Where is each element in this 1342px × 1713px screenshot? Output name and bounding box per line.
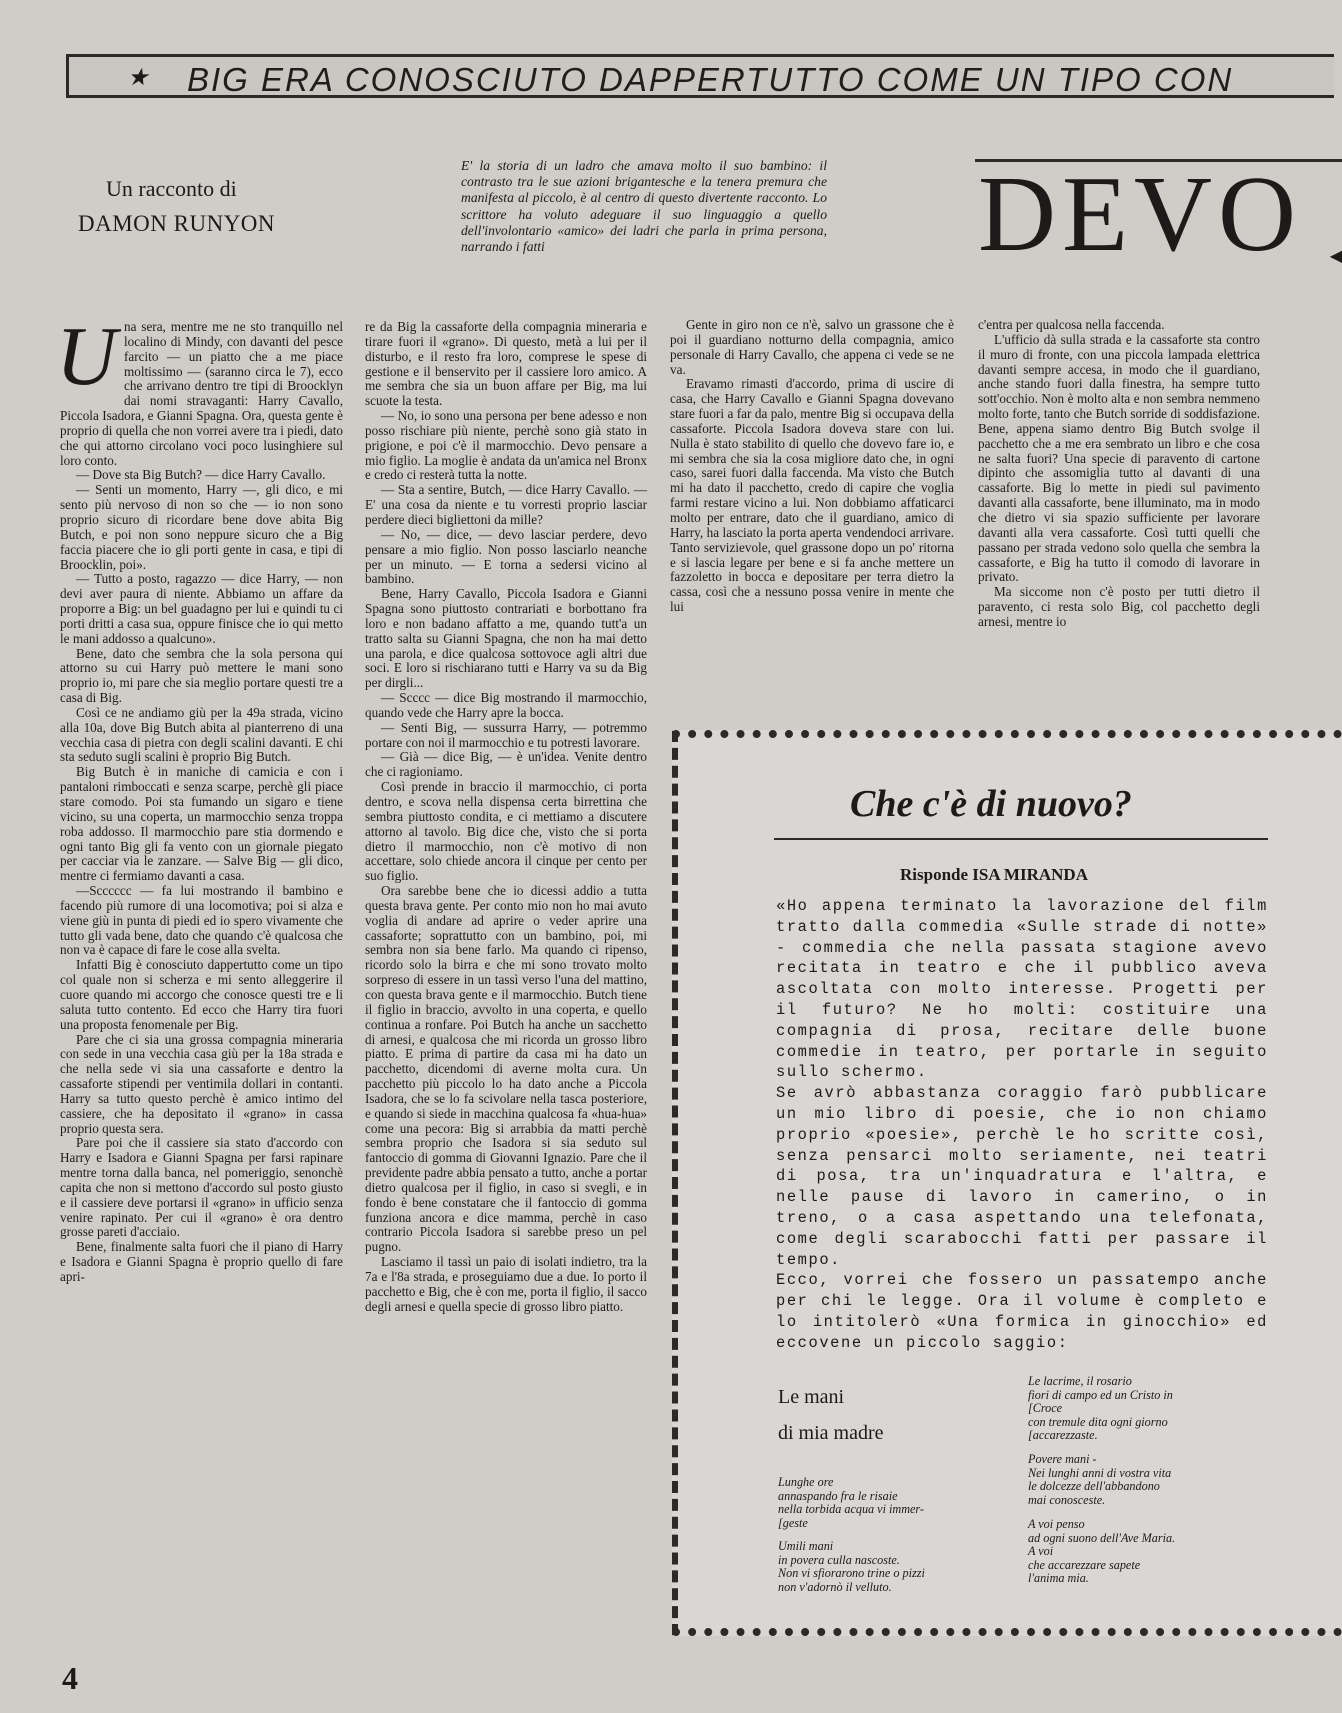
intro-paragraph: E' la storia di un ladro che amava molto il suo bambino: il contrasto tra le sue azioni brigantesche e la tenera premura che manifesta al piccolo, è al centro di questo divertente racconto. Lo scrittore ha voluto adeguare il suo linguaggio a quello dell'involontario «amico» dei ladri che parla in prima persona, narrando i fatti — [461, 158, 827, 255]
poem-stanza: Lunghe ore annaspando fra le risaie nella torbida acqua vi immer- [geste — [778, 1475, 924, 1530]
banner-text: BIG ERA CONOSCIUTO DAPPERTUTTO COME UN TIPO CON — [187, 61, 1234, 98]
star-icon: ★ — [127, 65, 149, 91]
paragraph: Lasciamo il tassì un paio di isolati indietro, tra la 7a e l'8a strada, e proseguiamo due a due. Io porto il pacchetto e Big, che è con me, porta il figlio, il sacco degli arnesi e quella specie di grosso libro piatto. — [365, 1254, 647, 1314]
poem-title-line-2: di mia madre — [778, 1422, 884, 1444]
paragraph: c'entra per qualcosa nella faccenda. — [978, 317, 1165, 332]
poem-stanza: Povere mani - Nei lunghi anni di vostra vita le dolcezze dell'abbandono mai conosceste. — [1028, 1452, 1172, 1507]
paragraph: re da Big la cassaforte della compagnia mineraria e tirare fuori il «grano». Di questo, metà a lui per il disturbo, e il resto fra loro, comprese le spese di gestione e il benservito per il cassiere loro amico. A me sembra che sia un buon affare per Big, ma lui scuote la testa. — [365, 319, 647, 409]
paragraph: — Senti Big, — sussurra Harry, — potremmo portare con noi il marmocchio e tu potresti lavorare. — [365, 719, 647, 750]
paragraph: Ma siccome non c'è posto per tutti dietro il paravento, ci resta solo Big, col pacchetto degli arnesi, mentre io — [978, 584, 1260, 629]
poem-stanza: Umili mani in povera culla nascoste. Non vi sfiorarono trine o pizzi non v'adornò il velluto. — [778, 1539, 925, 1594]
box-title: Che c'è di nuovo? — [850, 783, 1132, 825]
paragraph: Pare che ci sia una grossa compagnia mineraria con sede in una vecchia casa giù per la 18a strada e che nella sede vi sia una cassaforte e dentro la cassaforte stipendi per ventimila dollari in contanti. Harry sa tutto questo perchè è amico intimo del cassiere, che ha depositato il «grano» in cassa proprio questa sera. — [60, 1031, 343, 1136]
paragraph: Eravamo rimasti d'accordo, prima di uscire di casa, che Harry Cavallo e Gianni Spagna dovevano stare fuori a far da palo, mentre Big si occupava della cassaforte. Piccola Isadora doveva stare con lui. Nulla è stato stabilito di quello che dovevo fare io, e mi sembra che sia la cosa migliore dato che, in ogni caso, sarei fuori dalla faccenda. Ma visto che Butch mi ha dato il pacchetto, credo di capire che voglia farmi restare vicino a lui. Non dobbiamo affaticarci molto per entrare, dato che il guardiano, amico di Harry, ha lasciato la porta aperta vendendoci arrivare. Tanto servizievole, quel grassone dopo un po' ritorna e si lascia legare per bene e si fa anche mettere un fazzoletto in bocca e depositare per terra dietro la cassa, così che a nessuno possa venire in mente che lui — [670, 376, 954, 615]
paragraph: — Scccc — dice Big mostrando il marmocchio, quando vede che Harry apre la bocca. — [365, 690, 647, 720]
interview-quote: «Ho appena terminato la lavorazione del film tratto dalla commedia «Sulle strade di notte» - commedia che nella passata stagione avevo recitata in teatro e che il pubblico aveva ascoltata con molto interesse. Progetti per il futuro? Ne ho molti: costituire una compagnia di prosa, recitare delle buone commedie in teatro, per portarle in seguito sullo schermo. Se avrò abbastanza coraggio farò pubblicare un mio libro di poesie, che io non chiamo proprio «poesie», perchè le ho scritte così, senza pensarci molto seriamente, nei teatri di posa, tra un'inquadratura e l'altra, e nelle pause di lavoro in camerino, o in treno, o a casa aspettando una telefonata, come degli scarabocchi fatti per passare il tempo. Ecco, vorrei che fossero un passatempo anche per chi le legge. Ora il volume è completo e lo intitolerò «Una formica in ginocchio» ed eccovene un piccolo saggio: — [776, 897, 1268, 1352]
paragraph: Big Butch è in maniche di camicia e con i pantaloni rimboccati e senza scarpe, perchè gli piace stare comodo. Poi sta fumando un sigaro e tiene vicino, su una coperta, un marmocchio senza troppa roba addosso. Il marmocchio pare stia dormendo e ogni tanto Big gli fa vento con un giornale piegato per cacciar via le zanzare. — Salve Big — gli dico, mentre ci fermiamo davanti a casa. — [60, 764, 343, 884]
paragraph: — Già — dice Big, — è un'idea. Venite dentro che ci ragioniamo. — [365, 749, 647, 780]
poem-title-line-1: Le mani — [778, 1386, 845, 1408]
paragraph: —Scccccc — fa lui mostrando il bambino e facendo più rumore di una locomotiva; poi si alza e viene giù in punta di piedi ed io spero vivamente che tutto gli vada bene, dato che quando c'è qualcosa che non va è capace di fare le cose alla svelta. — [60, 883, 343, 958]
paragraph: — No, io sono una persona per bene adesso e non posso rischiare più niente, perchè sono già stato in prigione, e poi c'è il marmocchio. Devo pensare a mio figlio. La moglie è andata da un'amica nel Bronx e credo ci resterà tutta la notte. — [365, 408, 647, 483]
byline-prefix: Un racconto di — [106, 176, 237, 201]
paragraph: — Dove sta Big Butch? — dice Harry Cavallo. — [76, 467, 326, 483]
paragraph: Gente in giro non ce n'è, salvo un grassone che è poi il guardiano notturno della compagnia, amico personale di Harry Cavallo, che appena ci vede se ne va. — [670, 317, 954, 377]
sidebar-box — [672, 730, 1342, 1636]
header-banner — [66, 54, 1334, 98]
paragraph: — Senti un momento, Harry —, gli dico, e mi sento più nervoso di non so che — io non sono proprio sicuro di ricordare bene dove abita Big Butch, e poi non sono neppure sicuro che a Big faccia piacere che io gli porti gente in casa, e tipi di Broocklin, poi». — [60, 482, 343, 572]
paragraph: Così prende in braccio il marmocchio, ci porta dentro, e scova nella dispensa certa birrettina che sembra piuttosto condita, e ci mettiamo a discutere attorno al tavolo. Big dice che, visto che si porta dietro il marmocchio, non c'è motivo di non accettare, solo chiede ancora il cinque per cento per suo figlio. — [365, 779, 647, 884]
article-column-1 — [56, 310, 343, 1285]
paragraph: na sera, mentre me ne sto tranquillo nel localino di Mindy, con davanti del pesce farcito — un piatto che a me piace moltissimo — (saranno circa le 7), ecco che arrivano dentro tre tipi di Broocklyn dai nomi stravaganti: Harry Cavallo, Piccola Isadora, e Gianni Spagna. Ora, questa gente è proprio di quella che non vorrei avere tra i piedi, dato che qui attorno circolano voci poco lusinghiere sul loro conto. — [60, 319, 343, 468]
box-title-rule — [774, 838, 1268, 840]
paragraph: Bene, Harry Cavallo, Piccola Isadora e Gianni Spagna sono piuttosto contrariati e borbottano fra loro e non badano affatto a me, quando tutt'a un tratto salta su Gianni Spagna, che non ha mai detto una parola, e dice qualcosa sottovoce agli altri due soci. E loro si rischiarano tutti e Harry va su da Big per dirgli... — [365, 586, 647, 691]
article-title: DEVO — [978, 155, 1302, 274]
poem-stanza: A voi penso ad ogni suono dell'Ave Maria. A voi che accarezzare sapete l'anima mia. — [1028, 1517, 1176, 1586]
article-column-3 — [670, 318, 954, 615]
poem-stanza: Le lacrime, il rosario fiori di campo ed un Cristo in [Croce con tremule dita ogni giorno [accarezzaste. — [1028, 1374, 1173, 1443]
paragraph: Bene, dato che sembra che la sola persona qui attorno su cui Harry può mettere le mani sono proprio io, mi pare che sia meglio portare questi tre a casa di Big. — [60, 645, 343, 706]
paragraph: — Tutto a posto, ragazzo — dice Harry, — non devi aver paura di niente. Abbiamo un affare da proporre a Big: un bel guadagno per lui e quindi tu ci porti dritti a casa sua, oppure finisce che io qui metto le mani addosso a qualcuno». — [60, 571, 343, 646]
drop-cap: U — [56, 310, 117, 403]
paragraph: Pare poi che il cassiere sia stato d'accordo con Harry e Isadora e Gianni Spagna per farsi rapinare mentre torna dalla banca, nel pomeriggio, senonchè capita che non si mettono d'accordo sul posto giusto e il cassiere deve portarsi il «grano» in ufficio senza venire rapinato. Per cui il «grano» è ora dentro grosse pareti d'acciaio. — [60, 1135, 343, 1240]
article-column-2 — [365, 320, 647, 1315]
paragraph: Infatti Big è conosciuto dappertutto come un tipo col quale non si scherza e mi sento alleggerire il cuore quando mi accorgo che conosce questi tre e li saluta tutto contento. Ed ecco che Harry tira fuori una proposta fenomenale per Big. — [60, 957, 343, 1032]
paragraph: — No, — dice, — devo lasciar perdere, devo pensare a mio figlio. Non posso lasciarlo neanche per un minuto. — E torna a sedersi vicino al bambino. — [365, 526, 647, 587]
article-column-4 — [978, 318, 1260, 630]
paragraph: L'ufficio dà sulla strada e la cassaforte sta contro il muro di fronte, con una piccola lampada elettrica davanti sempre accesa, in modo che il guardiano, anche stando fuori dalla finestra, ha sempre tutto sott'occhio. Non è molto alta e non sembra nemmeno molto forte, tanto che Butch sorride di soddisfazione. Bene, appena siamo dentro Big Butch svolge il pacchetto che a me era sembrato un libro e che cosa ne salta fuori? Una specie di paravento di cartone dipinto che assomiglia tutto al davanti di una cassaforte. Big lo mette in piedi sul pavimento davanti alla cassaforte, bene illuminato, ma in modo che dietro vi sia spazio sufficiente per lavorare davanti alla vera cassaforte. Così tutti quelli che passano per strada vedono solo quella che sembra la cassaforte, e Big ha tutto il comodo di lavorare in privato. — [978, 331, 1260, 585]
edge-arrow-icon: ◀ — [1329, 248, 1342, 265]
paragraph: Così ce ne andiamo giù per la 49a strada, vicino alla 10a, dove Big Butch abita al pianterreno di una vecchia casa di pietra con degli scalini davanti. E chi sta seduto sugli scalini è proprio Big Butch. — [60, 704, 343, 765]
paragraph: Ora sarebbe bene che io dicessi addio a tutta questa brava gente. Per conto mio non ho mai avuto voglia di andare ad aprire o veder aprire una cassaforte; soprattutto con un bambino, poi, mi sembra non sia bene farlo. Ma quando ci ripenso, ricordo solo la birra e che mi sono trovato molto sorpreso di essere in un tassì verso l'una del mattino, con questa brava gente e il marmocchio. Butch tiene il figlio in braccio, avvolto in una coperta, e quello continua a ronfare. Poi Butch ha anche un sacchetto di arnesi, e qualcosa che mi ricorda un grosso libro piatto. E prima di partire da casa mi ha dato un pacchetto, dicendomi di averne molta cura. Un pacchetto più piccolo lo ha dato anche a Piccola Isadora, che se lo fa scivolare nella tasca posteriore, e quando si siede in macchina qualcosa fa «hua-hua» come una pecora: Big si arrabbia da matti perchè sembra proprio che Isadora si sia seduto sul fantoccio di gomma di Giovanni Ignazio. Pare che il previdente padre abbia pensato a tutto, anche a portar dietro qualcosa per il figlio, in caso si svegli, e in fondo è bene constatare che il fantoccio di gomma funziona ancora e dice mamma, perchè in caso contrario Piccola Isadora si sarebbe preso un pel pugno. — [365, 883, 647, 1255]
paragraph: — Sta a sentire, Butch, — dice Harry Cavallo. — E' una cosa da niente e tu vorresti proprio lasciar perdere dieci bigliettoni da mille? — [365, 482, 647, 527]
box-subtitle: Risponde ISA MIRANDA — [900, 865, 1088, 884]
byline-author: DAMON RUNYON — [78, 211, 276, 236]
paragraph: Bene, finalmente salta fuori che il piano di Harry e Isadora e Gianni Spagna è proprio quello di fare apri- — [60, 1239, 343, 1284]
page-number: 4 — [62, 1660, 78, 1696]
